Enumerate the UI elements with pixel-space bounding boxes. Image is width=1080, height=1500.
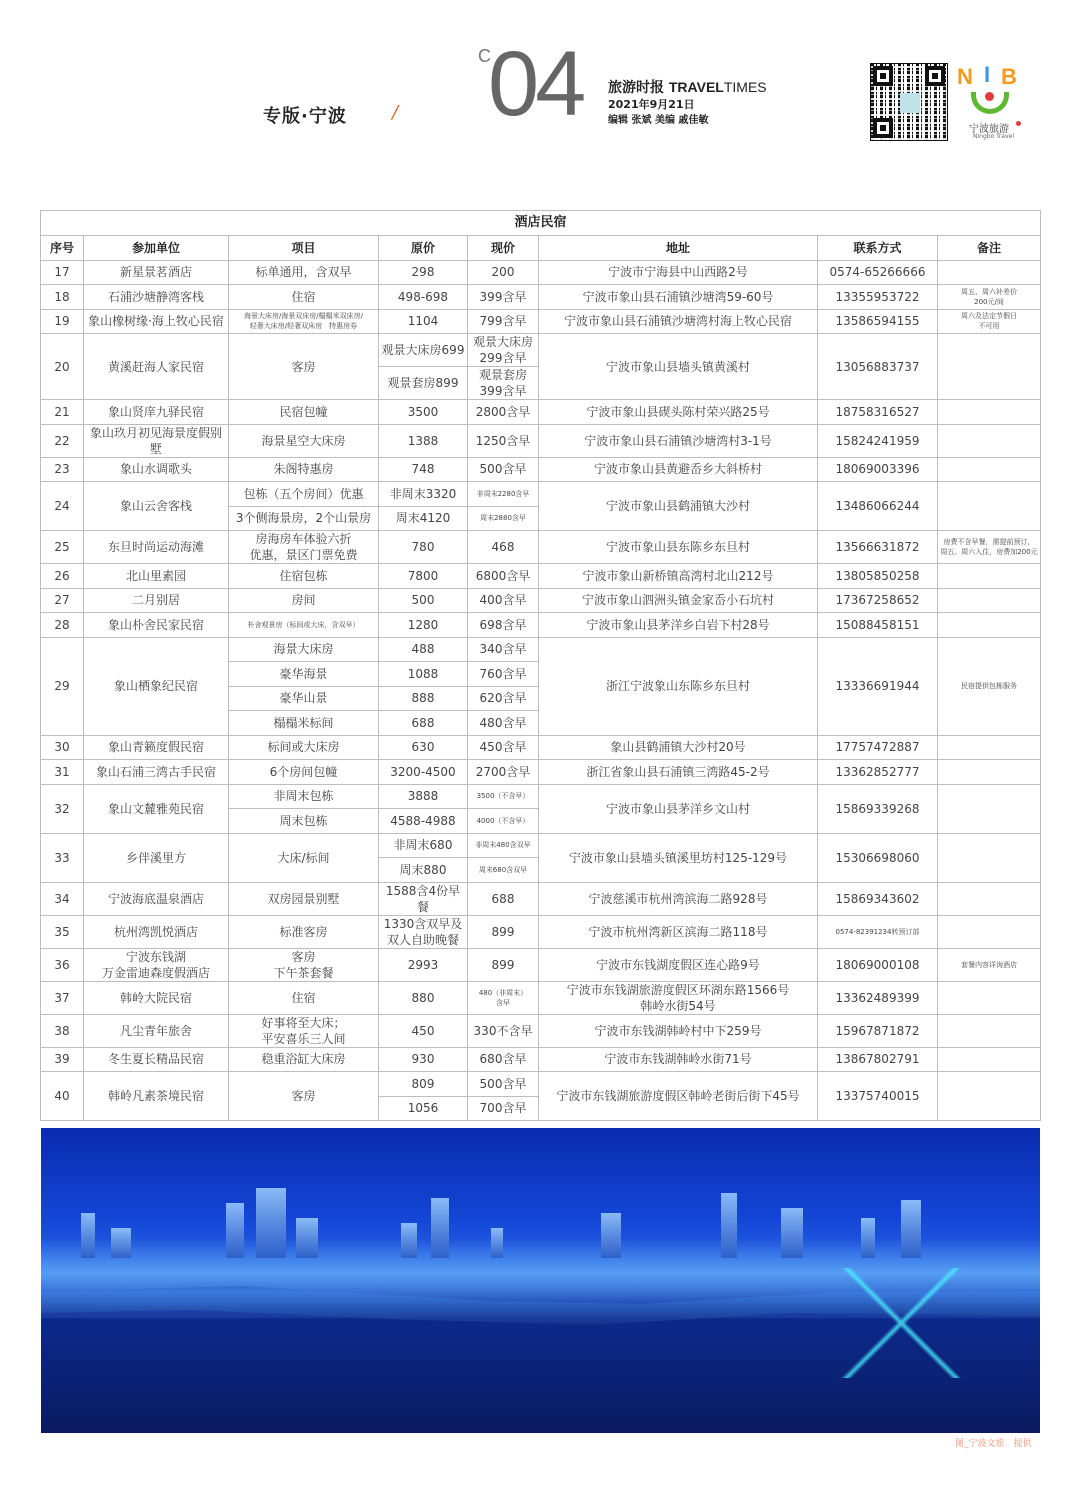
current-price: 680含早 [468, 1047, 539, 1072]
column-header-note: 备注 [938, 236, 1041, 261]
room-item: 房海房车体验六折 优惠，景区门票免费 [229, 531, 379, 564]
row-number: 37 [41, 981, 84, 1014]
unit-name: 韩岭凡素茶境民宿 [84, 1072, 229, 1121]
row-number: 21 [41, 400, 84, 425]
phone: 17367258652 [818, 588, 938, 613]
note [938, 882, 1041, 915]
original-price: 780 [379, 531, 468, 564]
current-price: 700含早 [468, 1096, 539, 1121]
original-price: 非周末680 [379, 833, 468, 858]
unit-name: 象山文麓雅苑民宿 [84, 784, 229, 833]
original-price: 1104 [379, 309, 468, 334]
ningbo-travel-logo [955, 62, 1027, 142]
original-price: 周末4120 [379, 506, 468, 531]
room-item: 房间 [229, 588, 379, 613]
note [938, 735, 1041, 760]
room-item: 海景星空大床房 [229, 424, 379, 457]
hotel-table [40, 210, 1041, 1121]
table-row [41, 833, 1041, 858]
room-item: 标间或大床房 [229, 735, 379, 760]
qr-code-icon [870, 63, 948, 141]
section-title: 专版·宁波 [263, 106, 347, 127]
logo-text-cn: 宁波旅游 [969, 124, 1009, 135]
room-item: 客房 [229, 334, 379, 400]
address: 宁波市象山县茅洋乡文山村 [539, 784, 818, 833]
original-price: 688 [379, 711, 468, 736]
address: 象山县鹤浦镇大沙村20号 [539, 735, 818, 760]
current-price: 698含早 [468, 613, 539, 638]
row-number: 31 [41, 760, 84, 785]
phone: 18758316527 [818, 400, 938, 425]
current-price: 周末2880含早 [468, 506, 539, 531]
note [938, 334, 1041, 400]
column-header-address: 地址 [539, 236, 818, 261]
address: 宁波市象山新桥镇高湾村北山212号 [539, 564, 818, 589]
row-number: 33 [41, 833, 84, 882]
note [938, 260, 1041, 285]
table-row [41, 334, 1041, 367]
room-item: 榻榻米标间 [229, 711, 379, 736]
original-price: 1280 [379, 613, 468, 638]
address: 宁波市宁海县中山西路2号 [539, 260, 818, 285]
current-price: 620含早 [468, 686, 539, 711]
row-number: 34 [41, 882, 84, 915]
row-number: 26 [41, 564, 84, 589]
room-item: 住宿 [229, 981, 379, 1014]
table-row [41, 1014, 1041, 1047]
phone: 13486066244 [818, 482, 938, 531]
column-header-item: 项目 [229, 236, 379, 261]
table-row [41, 1072, 1041, 1097]
original-price: 809 [379, 1072, 468, 1097]
row-number: 25 [41, 531, 84, 564]
phone: 15869343602 [818, 882, 938, 915]
address: 宁波市象山县黄避岙乡大斜桥村 [539, 457, 818, 482]
room-item: 稳重浴缸大床房 [229, 1047, 379, 1072]
logo-text-en: Ningbo Travel [973, 133, 1014, 140]
room-item: 好事将至大床； 平安喜乐三人间 [229, 1014, 379, 1047]
unit-name: 象山玖月初见海景度假别墅 [84, 424, 229, 457]
row-number: 40 [41, 1072, 84, 1121]
phone: 15306698060 [818, 833, 938, 882]
table-row [41, 564, 1041, 589]
current-price: 480（非周末） 含早 [468, 981, 539, 1014]
original-price: 500 [379, 588, 468, 613]
original-price: 1388 [379, 424, 468, 457]
room-item: 民宿包幢 [229, 400, 379, 425]
address: 宁波市象山县墙头镇溪里坊村125-129号 [539, 833, 818, 882]
current-price: 799含早 [468, 309, 539, 334]
note [938, 424, 1041, 457]
row-number: 24 [41, 482, 84, 531]
note [938, 981, 1041, 1014]
original-price: 7800 [379, 564, 468, 589]
issue-date: 2021年9月21日 [608, 98, 695, 111]
column-header-no: 序号 [41, 236, 84, 261]
note [938, 915, 1041, 948]
paper-name-cn: 旅游时报 [608, 80, 664, 96]
unit-name: 石浦沙塘静湾客栈 [84, 285, 229, 310]
current-price: 3500（不含早） [468, 784, 539, 809]
room-item: 朱阁特惠房 [229, 457, 379, 482]
current-price: 观景套房 399含早 [468, 367, 539, 400]
current-price: 688 [468, 882, 539, 915]
current-price: 非周末480含双早 [468, 833, 539, 858]
room-item: 双房园景别墅 [229, 882, 379, 915]
address: 宁波市象山县碶头陈村荣兴路25号 [539, 400, 818, 425]
address: 宁波市东钱湖韩岭水街71号 [539, 1047, 818, 1072]
note [938, 760, 1041, 785]
note [938, 457, 1041, 482]
row-number: 20 [41, 334, 84, 400]
row-number: 23 [41, 457, 84, 482]
unit-name: 东旦时尚运动海滩 [84, 531, 229, 564]
phone: 15088458151 [818, 613, 938, 638]
address: 宁波市象山县墙头镇黄溪村 [539, 334, 818, 400]
current-price: 非周末2280含早 [468, 482, 539, 507]
page-prefix: C [478, 46, 491, 66]
note [938, 1072, 1041, 1121]
address: 宁波市象山县茅洋乡白岩下村28号 [539, 613, 818, 638]
phone: 13586594155 [818, 309, 938, 334]
current-price: 1250含早 [468, 424, 539, 457]
table-row [41, 400, 1041, 425]
room-item: 周末包栋 [229, 809, 379, 834]
unit-name: 杭州湾凯悦酒店 [84, 915, 229, 948]
unit-name: 象山朴舍民家民宿 [84, 613, 229, 638]
paper-name-en-bold: TRAVEL [668, 79, 724, 95]
current-price: 200 [468, 260, 539, 285]
current-price: 周末680含双早 [468, 858, 539, 883]
column-header-now: 现价 [468, 236, 539, 261]
note [938, 1047, 1041, 1072]
original-price: 450 [379, 1014, 468, 1047]
logo-letter-i: I [984, 62, 991, 87]
row-number: 22 [41, 424, 84, 457]
room-item: 住宿 [229, 285, 379, 310]
table-row [41, 285, 1041, 310]
current-price: 899 [468, 915, 539, 948]
note: 套餐内容详询酒店 [938, 948, 1041, 981]
table-row [41, 260, 1041, 285]
note [938, 784, 1041, 833]
original-price: 1588含4份早餐 [379, 882, 468, 915]
unit-name: 象山云舍客栈 [84, 482, 229, 531]
original-price: 748 [379, 457, 468, 482]
unit-name: 乡伴溪里方 [84, 833, 229, 882]
phone: 0574-65266666 [818, 260, 938, 285]
current-price: 观景大床房 299含早 [468, 334, 539, 367]
phone: 15869339268 [818, 784, 938, 833]
note: 周六及法定节假日 不可用 [938, 309, 1041, 334]
room-item: 大床/标间 [229, 833, 379, 882]
note [938, 1014, 1041, 1047]
address: 宁波市东钱湖韩岭村中下259号 [539, 1014, 818, 1047]
table-row [41, 613, 1041, 638]
current-price: 399含早 [468, 285, 539, 310]
column-header-unit: 参加单位 [84, 236, 229, 261]
bridge [820, 1268, 1000, 1378]
phone: 15967871872 [818, 1014, 938, 1047]
unit-name: 象山石浦三湾古手民宿 [84, 760, 229, 785]
page-number: 04 [488, 33, 583, 135]
note [938, 588, 1041, 613]
logo-letter-n: N [957, 64, 973, 89]
paper-name [608, 77, 767, 97]
original-price: 1056 [379, 1096, 468, 1121]
table-title: 酒店民宿 [41, 211, 1041, 236]
row-number: 36 [41, 948, 84, 981]
table-row [41, 760, 1041, 785]
room-item: 非周末包栋 [229, 784, 379, 809]
original-price: 1330含双早及 双人自助晚餐 [379, 915, 468, 948]
current-price: 400含早 [468, 588, 539, 613]
note [938, 400, 1041, 425]
masthead [0, 0, 1080, 160]
original-price: 630 [379, 735, 468, 760]
table-row [41, 424, 1041, 457]
table-row [41, 735, 1041, 760]
original-price: 观景套房899 [379, 367, 468, 400]
row-number: 30 [41, 735, 84, 760]
room-item: 客房 下午茶套餐 [229, 948, 379, 981]
photo-caption: 图_宁波文旅 提供 [955, 1439, 1032, 1449]
ningbo-night-skyline-photo [41, 1128, 1040, 1433]
address: 宁波慈溪市杭州湾滨海二路928号 [539, 882, 818, 915]
current-price: 2700含早 [468, 760, 539, 785]
original-price: 非周末3320 [379, 482, 468, 507]
row-number: 27 [41, 588, 84, 613]
table-row [41, 784, 1041, 809]
note: 房费不含早餐，需提前预订， 周五、周六入住，房费加200元 [938, 531, 1041, 564]
room-item: 3个侧海景房，2个山景房 [229, 506, 379, 531]
address: 宁波市象山县石浦镇沙塘湾59-60号 [539, 285, 818, 310]
unit-name: 凡尘青年旅舍 [84, 1014, 229, 1047]
original-price: 4588-4988 [379, 809, 468, 834]
address: 宁波市东钱湖旅游度假区环湖东路1566号 韩岭水街54号 [539, 981, 818, 1014]
phone: 17757472887 [818, 735, 938, 760]
table-row [41, 309, 1041, 334]
unit-name: 冬生夏长精品民宿 [84, 1047, 229, 1072]
unit-name: 象山橡树缘·海上牧心民宿 [84, 309, 229, 334]
table-row [41, 531, 1041, 564]
row-number: 29 [41, 637, 84, 735]
unit-name: 象山青籁度假民宿 [84, 735, 229, 760]
original-price: 1088 [379, 662, 468, 687]
original-price: 3888 [379, 784, 468, 809]
current-price: 6800含早 [468, 564, 539, 589]
room-item: 标准客房 [229, 915, 379, 948]
unit-name: 象山水调歌头 [84, 457, 229, 482]
original-price: 3200-4500 [379, 760, 468, 785]
unit-name: 韩岭大院民宿 [84, 981, 229, 1014]
current-price: 468 [468, 531, 539, 564]
table-row [41, 915, 1041, 948]
note [938, 833, 1041, 882]
current-price: 760含早 [468, 662, 539, 687]
phone: 13566631872 [818, 531, 938, 564]
unit-name: 象山栖象纪民宿 [84, 637, 229, 735]
phone: 13056883737 [818, 334, 938, 400]
address: 宁波市象山县石浦镇沙塘湾村海上牧心民宿 [539, 309, 818, 334]
address: 浙江宁波象山东陈乡东旦村 [539, 637, 818, 735]
address: 宁波市东钱湖度假区连心路9号 [539, 948, 818, 981]
room-item: 客房 [229, 1072, 379, 1121]
current-price: 500含早 [468, 457, 539, 482]
original-price: 488 [379, 637, 468, 662]
original-price: 888 [379, 686, 468, 711]
original-price: 498-698 [379, 285, 468, 310]
row-number: 35 [41, 915, 84, 948]
note: 周五、周六补差价 200元/间 [938, 285, 1041, 310]
unit-name: 宁波海底温泉酒店 [84, 882, 229, 915]
table-row [41, 588, 1041, 613]
editor-credit: 编辑 张斌 美编 戚佳敏 [608, 115, 709, 126]
phone: 13355953722 [818, 285, 938, 310]
unit-name: 新星景茗酒店 [84, 260, 229, 285]
original-price: 2993 [379, 948, 468, 981]
room-item: 包栋（五个房间）优惠 [229, 482, 379, 507]
room-item: 海景大床房 [229, 637, 379, 662]
note [938, 482, 1041, 531]
room-item: 标单通用，含双早 [229, 260, 379, 285]
current-price: 450含早 [468, 735, 539, 760]
current-price: 480含早 [468, 711, 539, 736]
original-price: 880 [379, 981, 468, 1014]
column-header-phone: 联系方式 [818, 236, 938, 261]
address: 宁波市象山县鹤浦镇大沙村 [539, 482, 818, 531]
phone: 13805850258 [818, 564, 938, 589]
table-row [41, 637, 1041, 662]
address: 宁波市象山县石浦镇沙塘湾村3-1号 [539, 424, 818, 457]
phone: 13362489399 [818, 981, 938, 1014]
paper-name-en: TIMES [723, 79, 767, 95]
unit-name: 象山贤庠九驿民宿 [84, 400, 229, 425]
logo-dot [1016, 121, 1021, 126]
row-number: 18 [41, 285, 84, 310]
row-number: 28 [41, 613, 84, 638]
current-price: 500含早 [468, 1072, 539, 1097]
note [938, 564, 1041, 589]
original-price: 930 [379, 1047, 468, 1072]
table-row [41, 457, 1041, 482]
room-item: 海景大床房/海景双床房/榻榻米双床房/ 轻奢大床房/轻奢双床房 特惠房券 [229, 309, 379, 334]
table-row [41, 482, 1041, 507]
note [938, 613, 1041, 638]
row-number: 19 [41, 309, 84, 334]
room-item: 朴舍观景房（标间或大床，含双早） [229, 613, 379, 638]
phone: 13336691944 [818, 637, 938, 735]
address: 宁波市东钱湖旅游度假区韩岭老街后街下45号 [539, 1072, 818, 1121]
current-price: 4000（不含早） [468, 809, 539, 834]
room-item: 6个房间包幢 [229, 760, 379, 785]
phone: 13375740015 [818, 1072, 938, 1121]
unit-name: 北山里素园 [84, 564, 229, 589]
row-number: 38 [41, 1014, 84, 1047]
address: 宁波市象山县东陈乡东旦村 [539, 531, 818, 564]
phone: 13867802791 [818, 1047, 938, 1072]
original-price: 298 [379, 260, 468, 285]
row-number: 32 [41, 784, 84, 833]
phone: 0574-82391234转预订部 [818, 915, 938, 948]
current-price: 330不含早 [468, 1014, 539, 1047]
table-row [41, 981, 1041, 1014]
phone: 13362852777 [818, 760, 938, 785]
table-row [41, 1047, 1041, 1072]
unit-name: 二月别居 [84, 588, 229, 613]
room-item: 豪华山景 [229, 686, 379, 711]
table-row [41, 882, 1041, 915]
original-price: 观景大床房699 [379, 334, 468, 367]
address: 宁波市杭州湾新区滨海二路118号 [539, 915, 818, 948]
phone: 18069003396 [818, 457, 938, 482]
column-header-orig: 原价 [379, 236, 468, 261]
note: 民宿提供包栋服务 [938, 637, 1041, 735]
table-row [41, 948, 1041, 981]
original-price: 周末880 [379, 858, 468, 883]
unit-name: 黄溪赶海人家民宿 [84, 334, 229, 400]
logo-letter-b: B [1001, 64, 1017, 89]
divider-slash: / [392, 102, 399, 123]
row-number: 39 [41, 1047, 84, 1072]
phone: 15824241959 [818, 424, 938, 457]
current-price: 340含早 [468, 637, 539, 662]
row-number: 17 [41, 260, 84, 285]
original-price: 3500 [379, 400, 468, 425]
phone: 18069000108 [818, 948, 938, 981]
current-price: 899 [468, 948, 539, 981]
smile-icon [971, 92, 1009, 114]
room-item: 住宿包栋 [229, 564, 379, 589]
room-item: 豪华海景 [229, 662, 379, 687]
address: 浙江省象山县石浦镇三湾路45-2号 [539, 760, 818, 785]
unit-name: 宁波东钱湖 万金雷迪森度假酒店 [84, 948, 229, 981]
table-header-row [41, 236, 1041, 261]
address: 宁波市象山泗洲头镇金家岙小石坑村 [539, 588, 818, 613]
current-price: 2800含早 [468, 400, 539, 425]
